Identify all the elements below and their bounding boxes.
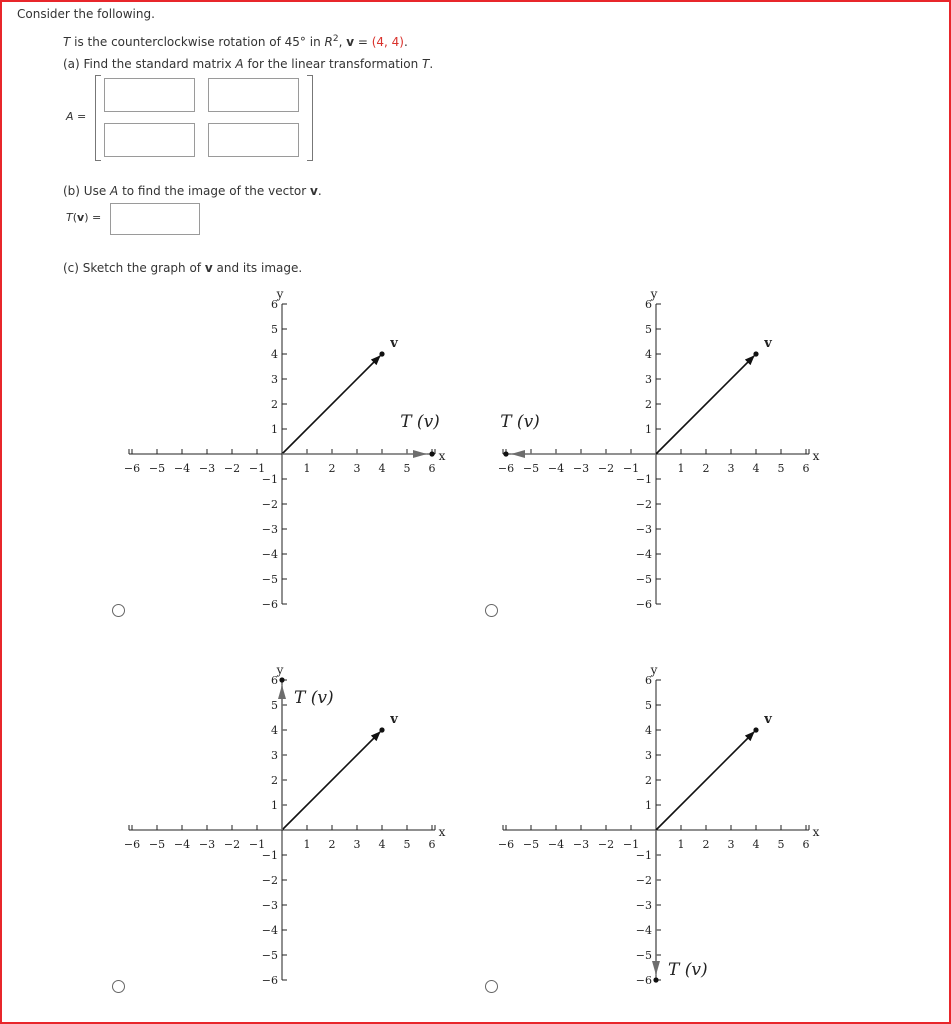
x-tick-label: 4 xyxy=(752,462,760,475)
y-tick-label: 2 xyxy=(645,398,652,411)
x-tick-label: 3 xyxy=(727,462,735,475)
image-tv-point xyxy=(429,451,434,456)
x-tick-label: −3 xyxy=(572,462,590,475)
x-tick-label: −3 xyxy=(572,838,590,851)
matrix-label: A = xyxy=(66,110,87,123)
x-tick-label: 3 xyxy=(353,462,361,475)
x-tick-label: 5 xyxy=(777,462,785,475)
image-tv-point xyxy=(503,451,508,456)
y-tick-label: −3 xyxy=(261,899,278,912)
end: . xyxy=(403,35,408,49)
x-tick-label: 6 xyxy=(428,838,436,851)
y-tick-label: −3 xyxy=(635,523,652,536)
x-tick-label: −4 xyxy=(173,838,191,851)
y-tick-label: 1 xyxy=(271,423,278,436)
y-tick-label: −5 xyxy=(261,573,278,586)
y-axis-label: y xyxy=(650,287,658,301)
part-a-a-var: A xyxy=(235,57,244,71)
v-value: (4, 4) xyxy=(371,35,404,49)
vector-v-point xyxy=(753,351,758,356)
y-tick-label: −1 xyxy=(261,849,278,862)
graph-3 xyxy=(124,663,446,987)
graph-1 xyxy=(124,287,446,611)
x-tick-label: 6 xyxy=(802,462,810,475)
y-tick-label: 3 xyxy=(645,373,652,386)
option-4-radio[interactable] xyxy=(485,980,498,993)
y-tick-label: 5 xyxy=(271,699,278,712)
image-tv-label: T (v) xyxy=(400,412,440,432)
x-tick-label: −1 xyxy=(622,462,640,475)
y-tick-label: 1 xyxy=(645,423,652,436)
part-a-prefix: (a) Find the standard matrix xyxy=(63,57,236,71)
y-tick-label: 6 xyxy=(271,298,278,311)
y-tick-label: −3 xyxy=(261,523,278,536)
x-tick-label: −2 xyxy=(223,462,241,475)
part-c-prefix: (c) Sketch the graph of xyxy=(63,261,205,275)
tv-eq: = xyxy=(88,211,102,224)
x-axis-label: x xyxy=(438,449,446,463)
rotation-text: is the counterclockwise rotation of 45° in xyxy=(70,35,325,49)
v-symbol: v xyxy=(346,35,355,49)
y-tick-label: 1 xyxy=(271,799,278,812)
part-b-prefix: (b) Use xyxy=(63,184,111,198)
y-tick-label: −6 xyxy=(261,974,278,987)
x-axis-label: x xyxy=(438,825,446,839)
x-tick-label: −1 xyxy=(248,462,266,475)
y-tick-label: −5 xyxy=(635,949,652,962)
vector-v-label: v xyxy=(764,336,772,351)
y-tick-label: 5 xyxy=(271,323,278,336)
part-a-mid: for the linear transformation xyxy=(243,57,423,71)
x-tick-label: −6 xyxy=(123,462,141,475)
y-tick-label: −3 xyxy=(635,899,652,912)
x-tick-label: 4 xyxy=(378,462,386,475)
y-tick-label: 6 xyxy=(645,298,652,311)
y-tick-label: 2 xyxy=(645,774,652,787)
x-axis-label: x xyxy=(812,825,820,839)
y-tick-label: −1 xyxy=(261,473,278,486)
y-tick-label: 3 xyxy=(271,373,278,386)
y-tick-label: −5 xyxy=(635,573,652,586)
x-tick-label: −2 xyxy=(223,838,241,851)
x-tick-label: −6 xyxy=(497,838,515,851)
y-tick-label: −5 xyxy=(261,949,278,962)
y-tick-label: 2 xyxy=(271,774,278,787)
x-tick-label: 2 xyxy=(702,462,710,475)
intro-text: Consider the following. xyxy=(17,7,155,21)
y-tick-label: 4 xyxy=(271,724,278,737)
x-tick-label: 5 xyxy=(403,462,411,475)
sep: , xyxy=(338,35,347,49)
part-b-end: . xyxy=(317,184,322,198)
part-b-mid: to find the image of the vector xyxy=(118,184,310,198)
graph-4 xyxy=(498,663,820,987)
part-a-t-var: T xyxy=(422,57,430,71)
x-tick-label: 6 xyxy=(802,838,810,851)
y-tick-label: −6 xyxy=(635,974,652,987)
y-tick-label: −6 xyxy=(635,598,652,611)
x-tick-label: 5 xyxy=(403,838,411,851)
y-tick-label: −2 xyxy=(635,874,652,887)
x-tick-label: 1 xyxy=(677,462,685,475)
option-1-radio[interactable] xyxy=(112,604,125,617)
part-b-v: v xyxy=(310,184,318,198)
y-tick-label: −4 xyxy=(635,548,652,561)
r-symbol: R xyxy=(324,35,333,49)
x-tick-label: 3 xyxy=(353,838,361,851)
y-tick-label: −2 xyxy=(261,498,278,511)
option-2-radio[interactable] xyxy=(485,604,498,617)
x-tick-label: −4 xyxy=(547,838,565,851)
y-tick-label: 4 xyxy=(645,724,652,737)
image-tv-label: T (v) xyxy=(294,688,334,708)
y-axis-label: y xyxy=(276,663,284,677)
y-tick-label: 5 xyxy=(645,323,652,336)
y-tick-label: −4 xyxy=(635,924,652,937)
tv-open: ( xyxy=(72,211,78,224)
x-tick-label: −5 xyxy=(522,838,540,851)
image-tv-label: T (v) xyxy=(500,412,540,432)
x-tick-label: 6 xyxy=(428,462,436,475)
x-axis-label: x xyxy=(812,449,820,463)
x-tick-label: −1 xyxy=(248,838,266,851)
x-tick-label: 1 xyxy=(677,838,685,851)
y-tick-label: 3 xyxy=(645,749,652,762)
x-tick-label: 5 xyxy=(777,838,785,851)
y-tick-label: 6 xyxy=(645,674,652,687)
part-c-suffix: and its image. xyxy=(212,261,303,275)
x-tick-label: 3 xyxy=(727,838,735,851)
part-a-end: . xyxy=(429,57,434,71)
y-tick-label: 1 xyxy=(645,799,652,812)
vector-v-point xyxy=(379,727,384,732)
image-tv-point xyxy=(653,977,658,982)
y-tick-label: 3 xyxy=(271,749,278,762)
x-tick-label: 1 xyxy=(303,838,311,851)
vector-v-arrow xyxy=(656,732,754,830)
y-axis-label: y xyxy=(276,287,284,301)
x-tick-label: −3 xyxy=(198,838,216,851)
x-tick-label: −1 xyxy=(622,838,640,851)
x-tick-label: −2 xyxy=(597,462,615,475)
tv-close: ) xyxy=(84,211,89,224)
y-tick-label: −4 xyxy=(261,548,278,561)
x-tick-label: 4 xyxy=(752,838,760,851)
x-tick-label: −5 xyxy=(148,462,166,475)
vector-v-arrow xyxy=(282,356,380,454)
vector-v-point xyxy=(379,351,384,356)
option-3-radio[interactable] xyxy=(112,980,125,993)
vector-v-arrow xyxy=(656,356,754,454)
x-tick-label: −6 xyxy=(123,838,141,851)
x-tick-label: 4 xyxy=(378,838,386,851)
r-exponent: 2 xyxy=(332,34,339,44)
y-tick-label: 4 xyxy=(645,348,652,361)
y-tick-label: −2 xyxy=(261,874,278,887)
x-tick-label: −4 xyxy=(173,462,191,475)
x-tick-label: 2 xyxy=(702,838,710,851)
x-tick-label: −5 xyxy=(148,838,166,851)
vector-v-arrow xyxy=(282,732,380,830)
vector-v-label: v xyxy=(390,336,398,351)
y-tick-label: −1 xyxy=(635,473,652,486)
vector-v-point xyxy=(753,727,758,732)
tv-v: v xyxy=(77,211,85,224)
x-tick-label: 2 xyxy=(328,838,336,851)
x-tick-label: −2 xyxy=(597,838,615,851)
part-b-a-var: A xyxy=(110,184,119,198)
y-tick-label: 5 xyxy=(645,699,652,712)
y-axis-label: y xyxy=(650,663,658,677)
x-tick-label: 2 xyxy=(328,462,336,475)
x-tick-label: −6 xyxy=(497,462,515,475)
part-c-v: v xyxy=(204,261,213,275)
y-tick-label: −1 xyxy=(635,849,652,862)
image-tv-label: T (v) xyxy=(668,960,708,980)
x-tick-label: 1 xyxy=(303,462,311,475)
y-tick-label: −6 xyxy=(261,598,278,611)
x-tick-label: −4 xyxy=(547,462,565,475)
x-tick-label: −5 xyxy=(522,462,540,475)
vector-v-label: v xyxy=(764,712,772,727)
x-tick-label: −3 xyxy=(198,462,216,475)
vector-v-label: v xyxy=(390,712,398,727)
y-tick-label: −2 xyxy=(635,498,652,511)
tv-t: T xyxy=(66,211,73,224)
y-tick-label: 6 xyxy=(271,674,278,687)
eq: = xyxy=(354,35,372,49)
graph-2 xyxy=(498,287,820,611)
t-symbol: T xyxy=(63,35,71,49)
image-tv-point xyxy=(279,677,284,682)
y-tick-label: 2 xyxy=(271,398,278,411)
y-tick-label: −4 xyxy=(261,924,278,937)
y-tick-label: 4 xyxy=(271,348,278,361)
